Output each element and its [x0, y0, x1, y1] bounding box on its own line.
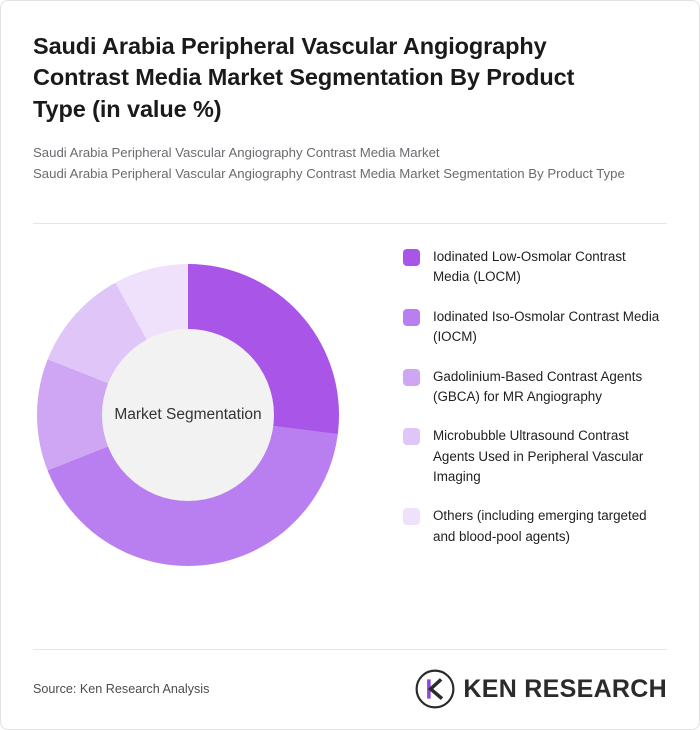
legend-item-label: Others (including emerging targeted and blood-pool agents): [433, 508, 647, 544]
brand-logo: [414, 668, 667, 710]
legend-item-label: Iodinated Iso-Osmolar Contrast Media (IOCM): [433, 308, 660, 345]
chart-subtitle: [33, 143, 667, 185]
donut-ring: [37, 264, 339, 566]
legend-item[interactable]: [403, 307, 663, 348]
legend-item[interactable]: [403, 426, 663, 487]
source-note: Source: Ken Research Analysis: [33, 682, 210, 696]
legend-item[interactable]: [403, 506, 663, 547]
divider-bottom: [33, 649, 667, 650]
page-title: Saudi Arabia Peripheral Vascular Angiography Contrast Media Market Segmentation By Product Type (in value %): [33, 33, 575, 122]
legend-item-label: Microbubble Ultrasound Contrast Agents Used in Peripheral Vascular Imaging: [433, 428, 644, 484]
brand-name: KEN RESEARCH: [463, 674, 667, 703]
legend-swatch-icon: [403, 369, 420, 386]
legend-swatch-icon: [403, 309, 420, 326]
legend-item-label: Iodinated Low-Osmolar Contrast Media (LOCM): [433, 249, 626, 285]
donut-center: [102, 329, 274, 501]
legend-swatch-icon: [403, 428, 420, 445]
donut-chart: [33, 245, 343, 585]
donut-center-label: Market Segmentation: [114, 405, 262, 423]
chart-area: [33, 237, 669, 637]
legend-item[interactable]: [403, 367, 663, 408]
subtitle-line-1: Saudi Arabia Peripheral Vascular Angiography Contrast Media Market: [33, 144, 440, 160]
ken-research-k-icon: [414, 668, 456, 710]
legend-swatch-icon: [403, 249, 420, 266]
legend-swatch-icon: [403, 508, 420, 525]
divider-top: [33, 223, 667, 224]
legend-item[interactable]: [403, 247, 663, 288]
subtitle-line-2: Saudi Arabia Peripheral Vascular Angiography Contrast Media Market Segmentation By Product Type: [33, 166, 625, 182]
chart-footer: [33, 666, 667, 712]
legend-item-label: Gadolinium-Based Contrast Agents (GBCA) for MR Angiography: [433, 368, 643, 404]
chart-legend: [403, 247, 663, 566]
